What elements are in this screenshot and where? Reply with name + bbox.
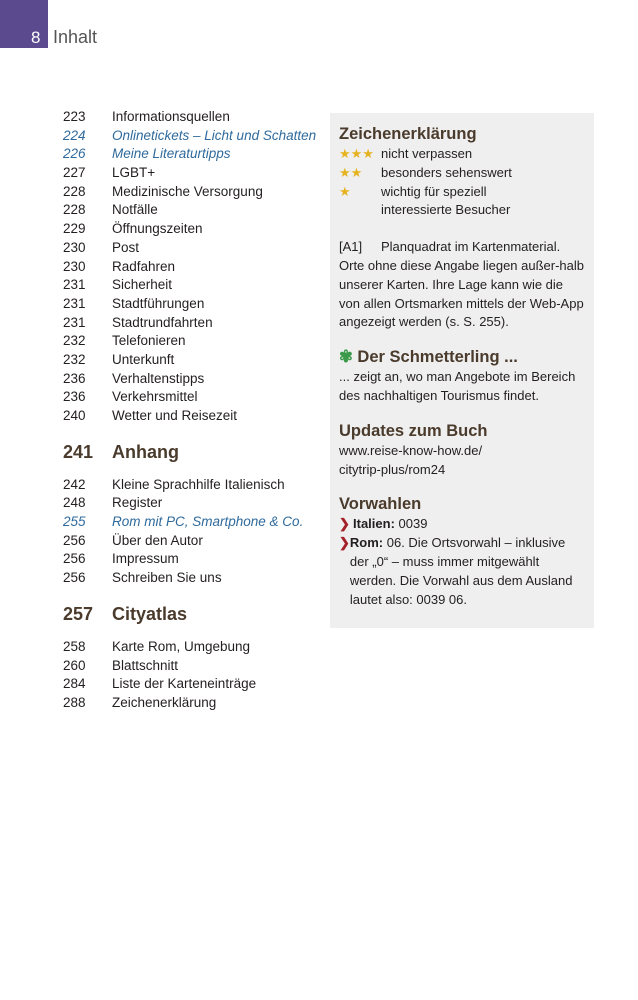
toc-title: Liste der Karteneinträge xyxy=(112,676,257,692)
toc-title: Onlinetickets – Licht und Schatten xyxy=(112,127,317,143)
toc-page: 232 xyxy=(63,333,86,349)
toc-title: Post xyxy=(112,239,140,255)
toc-entry[interactable] xyxy=(63,407,323,426)
toc-entry[interactable] xyxy=(63,675,323,694)
dial-text: Rom: 06. Die Ortsvorwahl – inklusive der „0“ – muss immer mitgewählt werden. Die Vorwahl aus dem Ausland lautet also: 0039 06. xyxy=(349,535,573,607)
toc-page: 229 xyxy=(63,221,86,237)
chapter-tab xyxy=(0,0,48,48)
section-page: 241 xyxy=(63,441,94,462)
toc-page: 230 xyxy=(63,239,86,255)
page-title: Inhalt xyxy=(53,27,98,47)
butterfly-title: Der Schmetterling ... xyxy=(357,348,518,367)
section-heading[interactable] xyxy=(63,600,323,628)
legend-box xyxy=(330,113,594,628)
toc-entry[interactable] xyxy=(63,201,323,220)
toc-entry[interactable] xyxy=(63,694,323,713)
toc-title: Register xyxy=(112,495,163,511)
toc-page: 223 xyxy=(63,109,86,124)
page-number: 8 xyxy=(31,28,41,47)
toc-page: 255 xyxy=(63,514,86,530)
toc-title: Stadtführungen xyxy=(112,295,205,311)
toc-title: Kleine Sprachhilfe Italienisch xyxy=(112,476,285,492)
toc-page: 227 xyxy=(63,165,86,181)
legend-item xyxy=(339,183,585,202)
section-page: 257 xyxy=(63,603,94,624)
toc-entry[interactable] xyxy=(63,108,323,127)
toc-entry[interactable] xyxy=(63,370,323,389)
toc-title: Radfahren xyxy=(112,258,176,274)
legend-item xyxy=(339,164,585,183)
toc-entry[interactable] xyxy=(63,657,323,676)
toc-page: 260 xyxy=(63,657,86,673)
toc-entry[interactable] xyxy=(63,638,323,657)
toc-title: Informationsquellen xyxy=(112,109,230,124)
toc-entry[interactable] xyxy=(63,550,323,569)
toc-entry[interactable] xyxy=(63,220,323,239)
toc-page: 232 xyxy=(63,351,86,367)
toc-title: Rom mit PC, Smartphone & Co. xyxy=(112,514,304,530)
dial-text: Italien: 0039 xyxy=(353,516,428,532)
legend-title: Zeichenerklärung xyxy=(339,125,477,143)
legend-text: nicht verpassen xyxy=(381,146,473,161)
grid-note: [A1] Planquadrat im Kartenmaterial. Orte ohne diese Angabe liegen außer-halb unserer Karten. Ihre Lage kann wie die von allen Ortsmarken mittels der Web-App angezeigt werden (s. S. 255). xyxy=(339,239,585,330)
toc-page: 228 xyxy=(63,202,86,218)
toc-entry[interactable] xyxy=(63,513,323,532)
toc-title: Öffnungszeiten xyxy=(112,221,203,237)
toc-title: Medizinische Versorgung xyxy=(112,183,263,199)
star-icon xyxy=(339,201,381,220)
toc-page: 242 xyxy=(63,476,86,492)
toc-title: Unterkunft xyxy=(112,351,175,367)
dial-label: Rom: xyxy=(349,535,384,551)
toc-title: Sicherheit xyxy=(112,277,173,293)
toc-entry[interactable] xyxy=(63,476,323,495)
section-title: Cityatlas xyxy=(112,603,188,624)
toc-title: Karte Rom, Umgebung xyxy=(112,638,251,654)
toc-title: LGBT+ xyxy=(112,165,156,181)
toc-title: Stadtrundfahrten xyxy=(112,314,213,330)
legend-text: wichtig für speziell xyxy=(381,183,487,199)
toc-entry[interactable] xyxy=(63,239,323,258)
star-icon: ★★ xyxy=(339,164,363,180)
butterfly-text: ... zeigt an, wo man Angebote im Bereich des nachhaltigen Tourismus findet. xyxy=(339,369,576,403)
toc-title: Impressum xyxy=(112,551,179,567)
toc-title: Wetter und Reisezeit xyxy=(112,408,238,423)
toc-page: 256 xyxy=(63,551,86,567)
toc-page: 231 xyxy=(63,314,86,330)
star-icon: ★★★ xyxy=(339,146,374,161)
toc-title: Meine Literaturtipps xyxy=(112,146,231,162)
toc-entry[interactable] xyxy=(63,388,323,407)
toc-entry[interactable] xyxy=(63,494,323,513)
toc-title: Telefonieren xyxy=(112,333,186,349)
toc-page: 240 xyxy=(63,408,86,423)
toc-page: 256 xyxy=(63,532,86,548)
dial-item xyxy=(339,534,585,609)
legend-text: interessierte Besucher xyxy=(381,202,511,218)
toc-page: 236 xyxy=(63,389,86,405)
toc-page: 228 xyxy=(63,183,86,199)
toc-page: 231 xyxy=(63,277,86,293)
dial-label: Italien: xyxy=(353,516,395,532)
toc-page: 236 xyxy=(63,370,86,386)
section-title: Anhang xyxy=(112,441,179,462)
toc-page: 226 xyxy=(63,146,86,162)
toc-title: Verhaltenstipps xyxy=(112,370,205,386)
toc-entry[interactable] xyxy=(63,164,323,183)
toc-entry[interactable] xyxy=(63,314,323,333)
updates-url[interactable]: www.reise-know-how.de/ citytrip-plus/rom24 xyxy=(339,442,483,477)
toc-title: Zeichenerklärung xyxy=(112,694,217,710)
toc-entry[interactable] xyxy=(63,295,323,314)
legend-item xyxy=(339,145,585,164)
toc-page: 231 xyxy=(63,295,86,311)
toc-entry[interactable] xyxy=(63,276,323,295)
toc-page: 248 xyxy=(63,495,86,511)
dial-item xyxy=(339,515,585,534)
toc-title: Über den Autor xyxy=(112,532,203,548)
toc-page: 284 xyxy=(63,676,86,692)
table-of-contents xyxy=(63,108,323,713)
toc-title: Notfälle xyxy=(112,202,158,218)
legend-text: besonders sehenswert xyxy=(381,164,512,180)
toc-title: Blattschnitt xyxy=(112,657,179,673)
toc-entry[interactable] xyxy=(63,332,323,351)
toc-entry[interactable] xyxy=(63,258,323,277)
chevron-right-icon: ❯ xyxy=(339,516,350,532)
toc-entry[interactable] xyxy=(63,569,323,588)
toc-page: 256 xyxy=(63,570,86,586)
updates-title: Updates zum Buch xyxy=(339,421,488,440)
toc-page: 288 xyxy=(63,694,86,710)
butterfly-icon: ✾ xyxy=(339,348,353,367)
toc-title: Verkehrsmittel xyxy=(112,389,198,405)
toc-page: 258 xyxy=(63,638,86,654)
toc-title: Schreiben Sie uns xyxy=(112,570,222,586)
star-icon: ★ xyxy=(339,183,351,199)
toc-page: 224 xyxy=(63,127,86,143)
toc-entry[interactable] xyxy=(63,532,323,551)
toc-entry[interactable] xyxy=(63,183,323,202)
legend-item xyxy=(339,201,585,220)
chevron-right-icon: ❯ xyxy=(339,535,350,551)
section-heading[interactable] xyxy=(63,438,323,466)
toc-page: 230 xyxy=(63,258,86,274)
dial-title: Vorwahlen xyxy=(339,495,422,514)
toc-entry[interactable] xyxy=(63,145,323,164)
toc-entry[interactable] xyxy=(63,127,323,146)
toc-entry[interactable] xyxy=(63,351,323,370)
